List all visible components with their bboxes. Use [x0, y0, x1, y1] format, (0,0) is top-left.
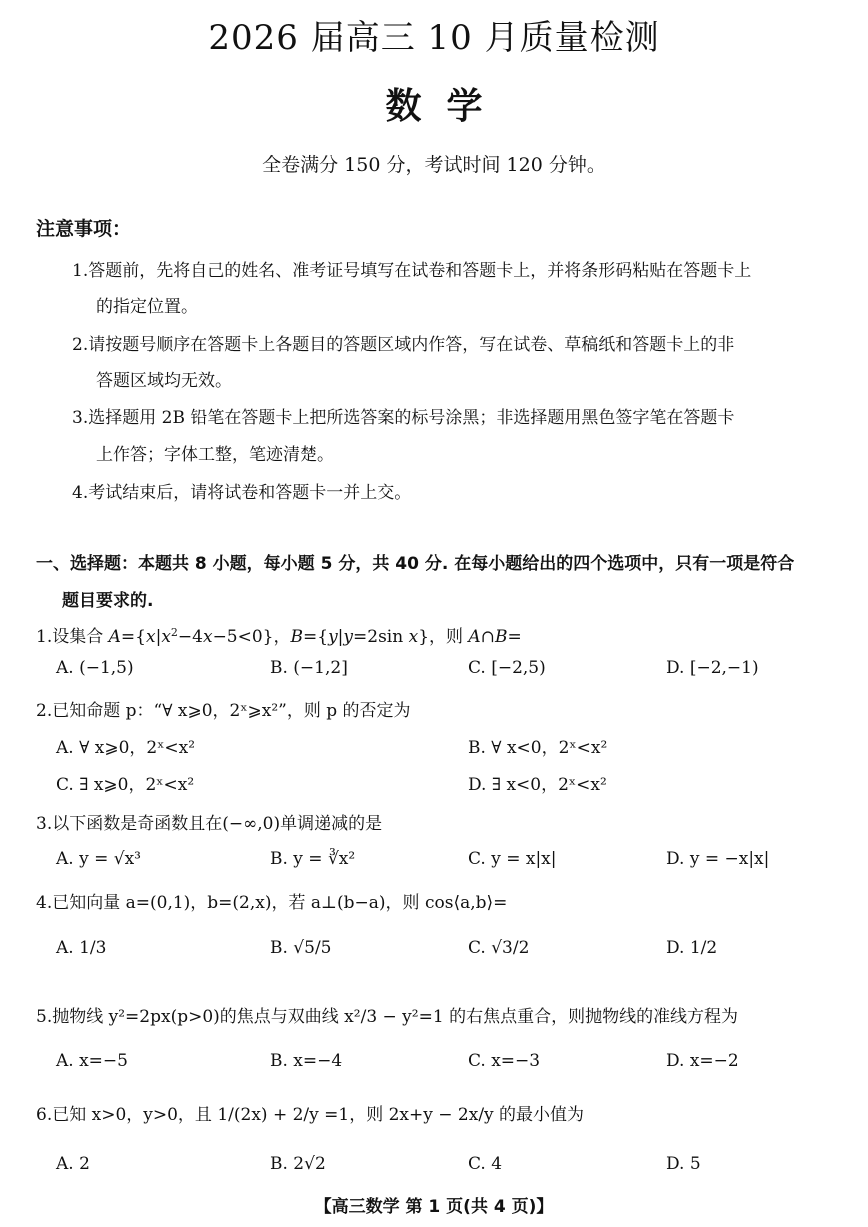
q1-option-b: B. (−1,2]	[270, 658, 348, 678]
notice-line-1: 1.答题前，先将自己的姓名、准考证号填写在试卷和答题卡上，并将条形码粘贴在答题卡上	[72, 261, 752, 281]
notice-line-3b: 上作答；字体工整，笔迹清楚。	[96, 445, 334, 465]
q2-option-b: B. ∀ x<0，2ˣ<x²	[468, 738, 608, 758]
q4-option-c: C. √3/2	[468, 938, 530, 958]
question-3: 3.以下函数是奇函数且在(−∞,0)单调递减的是	[36, 814, 383, 834]
exam-title: 2026 届高三 10 月质量检测	[208, 18, 660, 58]
q6-option-b: B. 2√2	[270, 1154, 326, 1174]
notice-line-3: 3.选择题用 2B 铅笔在答题卡上把所选答案的标号涂黑；非选择题用黑色签字笔在答题卡	[72, 408, 735, 428]
notice-line-2b: 答题区域均无效。	[96, 371, 232, 391]
question-6: 6.已知 x>0，y>0，且 1/(2x) + 2/y =1，则 2x+y − 2x/y 的最小值为	[36, 1105, 585, 1125]
exam-info: 全卷满分 150 分，考试时间 120 分钟。	[262, 154, 606, 176]
q2-option-d: D. ∃ x<0，2ˣ<x²	[468, 775, 607, 795]
q2-option-c: C. ∃ x⩾0，2ˣ<x²	[56, 775, 195, 795]
question-5: 5.抛物线 y²=2px(p>0)的焦点与双曲线 x²/3 − y²=1 的右焦点重合，则抛物线的准线方程为	[36, 1007, 739, 1027]
q5-option-c: C. x=−3	[468, 1051, 541, 1071]
q3-option-b: B. y = ∛x²	[270, 849, 356, 869]
q6-option-d: D. 5	[666, 1154, 701, 1174]
notice-line-2: 2.请按题号顺序在答题卡上各题目的答题区域内作答，写在试卷、草稿纸和答题卡上的非	[72, 335, 735, 355]
q3-option-c: C. y = x|x|	[468, 849, 557, 869]
q4-option-a: A. 1/3	[56, 938, 107, 958]
notice-heading: 注意事项：	[36, 218, 132, 240]
question-2: 2.已知命题 p：“∀ x⩾0，2ˣ⩾x²”，则 p 的否定为	[36, 701, 411, 721]
notice-line-4: 4.考试结束后，请将试卷和答题卡一并上交。	[72, 483, 412, 503]
q6-option-c: C. 4	[468, 1154, 503, 1174]
q4-option-b: B. √5/5	[270, 938, 332, 958]
q1-option-d: D. [−2,−1)	[666, 658, 759, 678]
q6-option-a: A. 2	[56, 1154, 90, 1174]
section-heading: 一、选择题：本题共 8 小题，每小题 5 分，共 40 分. 在每小题给出的四个选项中，只有一项是符合	[36, 554, 795, 574]
q1-option-c: C. [−2,5)	[468, 658, 546, 678]
q3-option-d: D. y = −x|x|	[666, 849, 770, 869]
q2-option-a: A. ∀ x⩾0，2ˣ<x²	[56, 738, 196, 758]
question-4: 4.已知向量 a=(0,1)，b=(2,x)，若 a⊥(b−a)，则 cos⟨a,b⟩=	[36, 893, 508, 913]
notice-line-1b: 的指定位置。	[96, 297, 198, 317]
subject-title: 数 学	[385, 86, 483, 127]
q5-option-a: A. x=−5	[56, 1051, 128, 1071]
q4-option-d: D. 1/2	[666, 938, 718, 958]
question-1: 1.设集合 $A=\{x|x^2-4x-5<0\}$，B={y|y=2sin x}，则 A∩B=	[36, 626, 522, 647]
q3-option-a: A. y = √x³	[56, 849, 141, 869]
q1-option-a: A. (−1,5)	[56, 658, 134, 678]
q5-option-d: D. x=−2	[666, 1051, 739, 1071]
section-heading-cont: 题目要求的.	[62, 591, 154, 611]
page-footer: 【高三数学 第 1 页(共 4 页)】	[314, 1197, 554, 1217]
q5-option-b: B. x=−4	[270, 1051, 343, 1071]
